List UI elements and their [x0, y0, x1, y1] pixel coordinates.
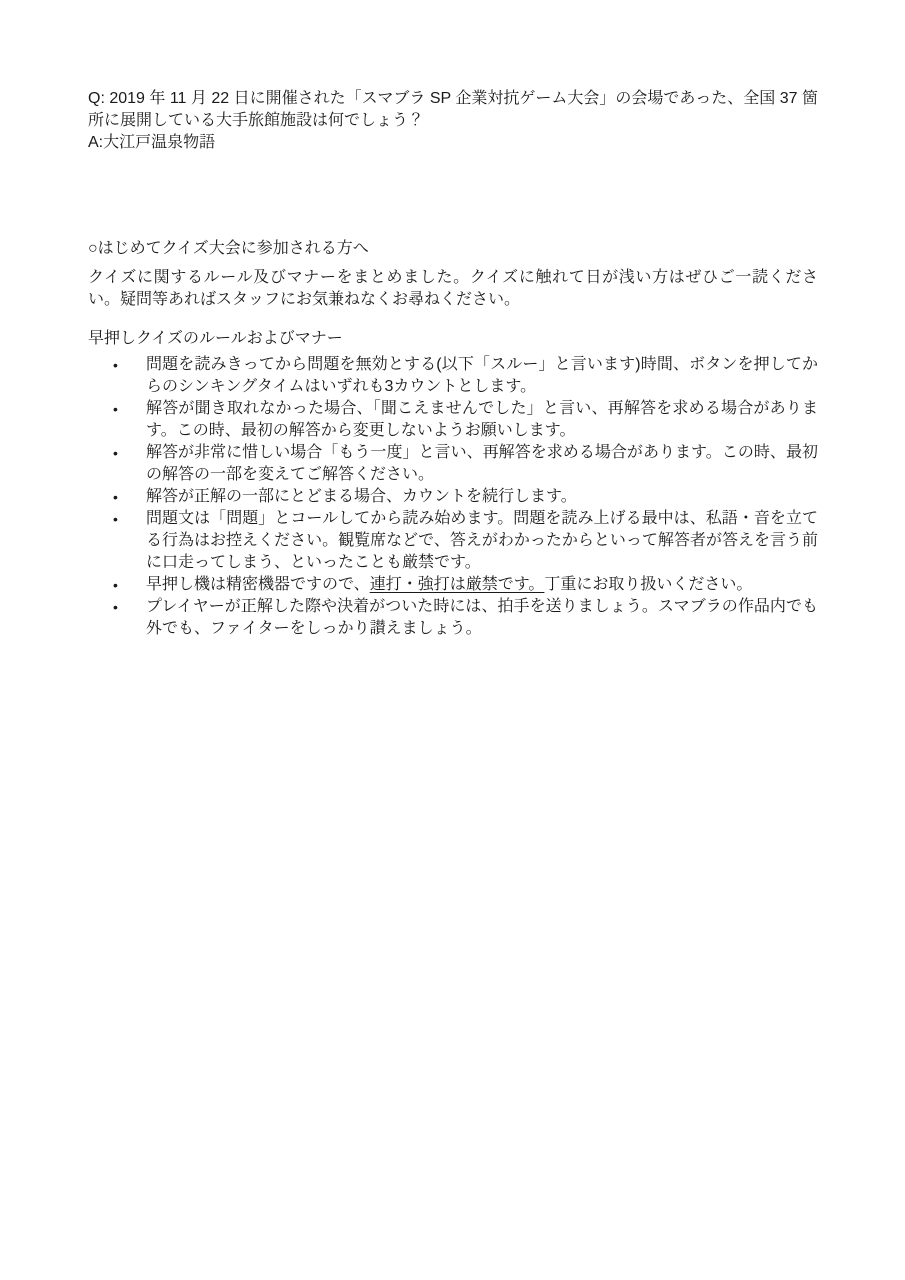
bullet-icon: •	[113, 577, 118, 593]
qa-block	[88, 88, 818, 154]
rule-item	[113, 486, 818, 508]
rule-item	[113, 442, 818, 486]
bullet-icon: •	[113, 599, 118, 615]
rule-item	[113, 596, 818, 640]
bullet-icon: •	[113, 357, 118, 373]
bullet-icon: •	[113, 445, 118, 461]
rules-list-title: 早押しクイズのルールおよびマナー	[88, 330, 343, 347]
rule-text: 問題を読みきってから問題を無効とする(以下「スルー」と言います)時間、ボタンを押してからのシンキングタイムはいずれも3カウントとします。	[146, 356, 818, 395]
rule-item	[113, 508, 818, 574]
document-content	[88, 88, 818, 640]
bullet-icon: •	[113, 401, 118, 417]
bullet-icon: •	[113, 511, 118, 527]
quiz-answer: A:大江戸温泉物語	[88, 134, 216, 151]
rule-item	[113, 354, 818, 398]
beginner-section-intro: クイズに関するルール及びマナーをまとめました。クイズに触れて日が浅い方はぜひご一読ください。疑問等あればスタッフにお気兼ねなくお尋ねください。	[88, 269, 818, 308]
quiz-question: Q: 2019 年 11 月 22 日に開催された「スマブラ SP 企業対抗ゲーム大会」の会場であった、全国 37 箇所に展開している大手旅館施設は何でしょう？	[88, 90, 818, 129]
beginner-section-heading: ○はじめてクイズ大会に参加される方へ	[88, 240, 369, 257]
rule-item	[113, 574, 818, 596]
rule-text: 解答が非常に惜しい場合「もう一度」と言い、再解答を求める場合があります。この時、最初の解答の一部を変えてご解答ください。	[146, 444, 818, 483]
rule-text: 解答が聞き取れなかった場合、「聞こえませんでした」と言い、再解答を求める場合があります。この時、最初の解答から変更しないようお願いします。	[146, 400, 818, 439]
rules-list	[88, 354, 818, 640]
bullet-icon: •	[113, 489, 118, 505]
rule-text: 問題文は「問題」とコールしてから読み始めます。問題を読み上げる最中は、私語・音を立てる行為はお控えください。観覧席などで、答えがわかったからといって解答者が答えを言う前に口走ってしまう、といったことも厳禁です。	[146, 510, 818, 571]
rule-item	[113, 398, 818, 442]
underlined-text: 連打・強打は厳禁です。	[369, 576, 545, 593]
rule-text: プレイヤーが正解した際や決着がついた時には、拍手を送りましょう。スマブラの作品内でも外でも、ファイターをしっかり讃えましょう。	[146, 598, 818, 637]
rule-text: 解答が正解の一部にとどまる場合、カウントを続行します。	[146, 488, 577, 505]
rule-text: 早押し機は精密機器ですので、連打・強打は厳禁です。丁重にお取り扱いください。	[146, 576, 753, 593]
